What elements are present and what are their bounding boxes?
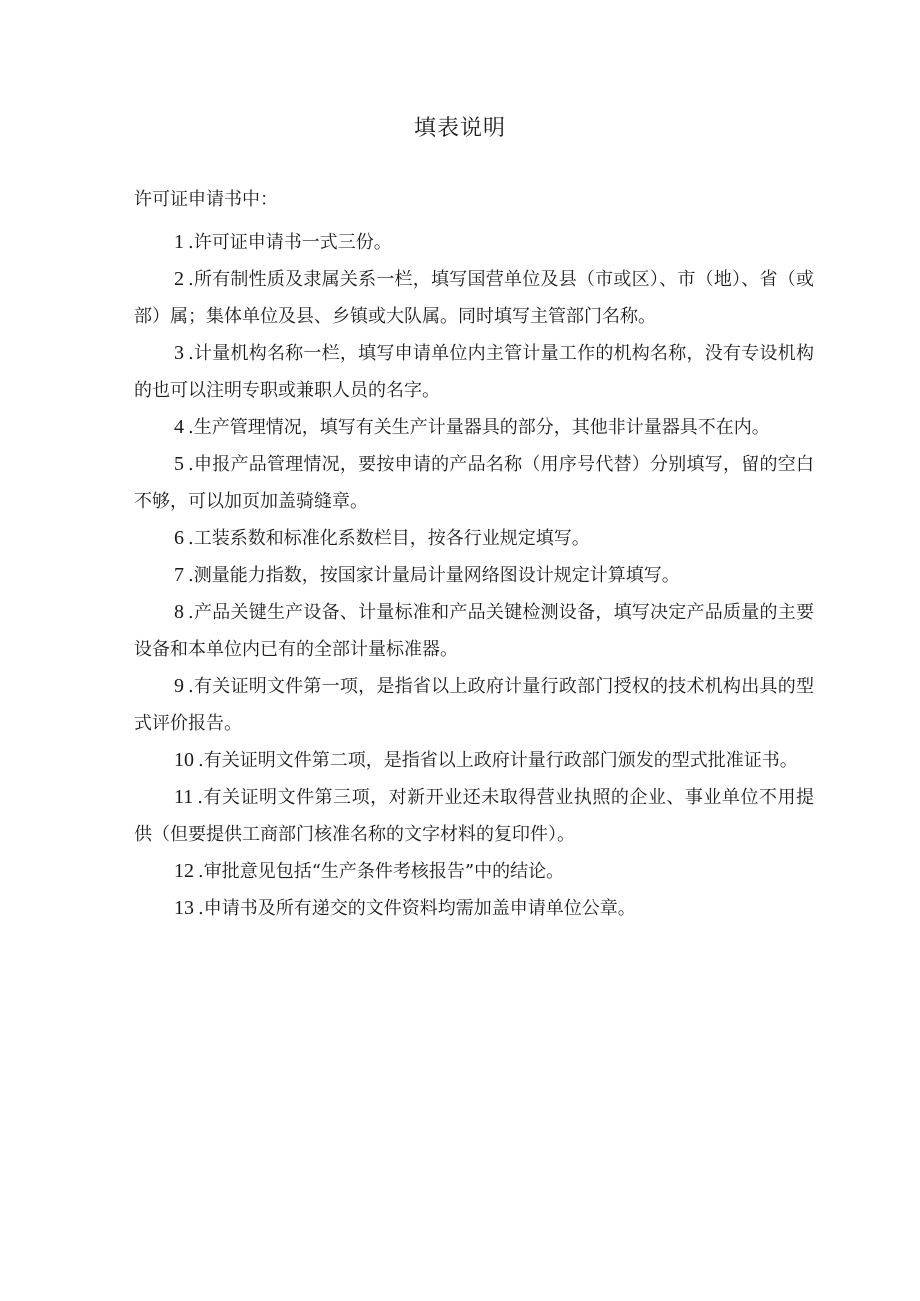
list-item xyxy=(134,779,814,853)
item-text: .申请书及所有递交的文件资料均需加盖申请单位公章。 xyxy=(198,898,636,919)
item-text: .测量能力指数，按国家计量局计量网络图设计规定计算填写。 xyxy=(188,565,680,586)
list-item xyxy=(134,557,814,594)
list-item xyxy=(134,853,814,890)
list-item xyxy=(134,742,814,779)
list-item xyxy=(134,890,814,927)
list-item xyxy=(134,668,814,742)
item-text: .工装系数和标准化系数栏目，按各行业规定填写。 xyxy=(188,528,590,549)
item-number: 11 xyxy=(174,786,194,808)
item-number: 10 xyxy=(174,749,194,771)
list-item xyxy=(134,446,814,520)
list-item xyxy=(134,335,814,409)
item-text: .产品关键生产设备、计量标准和产品关键检测设备，填写决定产品质量的主要设备和本单位内已有的全部计量标准器。 xyxy=(134,602,814,660)
page-title: 填表说明 xyxy=(413,116,506,141)
item-number: 13 xyxy=(174,897,194,919)
item-text: .许可证申请书一式三份。 xyxy=(188,232,392,253)
item-number: 3 xyxy=(174,342,184,364)
item-text: .审批意见包括“生产条件考核报告”中的结论。 xyxy=(198,861,565,882)
item-number: 9 xyxy=(174,675,184,697)
item-number: 6 xyxy=(174,527,184,549)
item-text: .有关证明文件第二项，是指省以上政府计量行政部门颁发的型式批准证书。 xyxy=(198,750,798,771)
item-number: 12 xyxy=(174,860,194,882)
item-text: .所有制性质及隶属关系一栏，填写国营单位及县（市或区）、市（地）、省（或部）属；集体单位及县、乡镇或大队属。同时填写主管部门名称。 xyxy=(134,269,814,327)
item-number: 4 xyxy=(174,416,184,438)
list-item xyxy=(134,224,814,261)
list-item xyxy=(134,520,814,557)
item-number: 2 xyxy=(174,268,184,290)
instruction-list xyxy=(134,224,814,927)
item-number: 1 xyxy=(174,231,184,253)
item-number: 7 xyxy=(174,564,184,586)
item-text: .有关证明文件第三项，对新开业还未取得营业执照的企业、事业单位不用提供（但要提供工商部门核准名称的文字材料的复印件）。 xyxy=(134,787,814,845)
list-item xyxy=(134,261,814,335)
item-text: .申报产品管理情况，要按申请的产品名称（用序号代替）分别填写，留的空白不够，可以加页加盖骑缝章。 xyxy=(134,454,814,512)
item-number: 8 xyxy=(174,601,184,623)
list-item xyxy=(134,409,814,446)
item-number: 5 xyxy=(174,453,184,475)
item-text: .生产管理情况，填写有关生产计量器具的部分，其他非计量器具不在内。 xyxy=(188,417,770,438)
list-item xyxy=(134,594,814,668)
intro-text: 许可证申请书中： xyxy=(134,189,278,210)
item-text: .有关证明文件第一项，是指省以上政府计量行政部门授权的技术机构出具的型式评价报告。 xyxy=(134,676,814,734)
item-text: .计量机构名称一栏，填写申请单位内主管计量工作的机构名称，没有专设机构的也可以注明专职或兼职人员的名字。 xyxy=(134,343,814,401)
